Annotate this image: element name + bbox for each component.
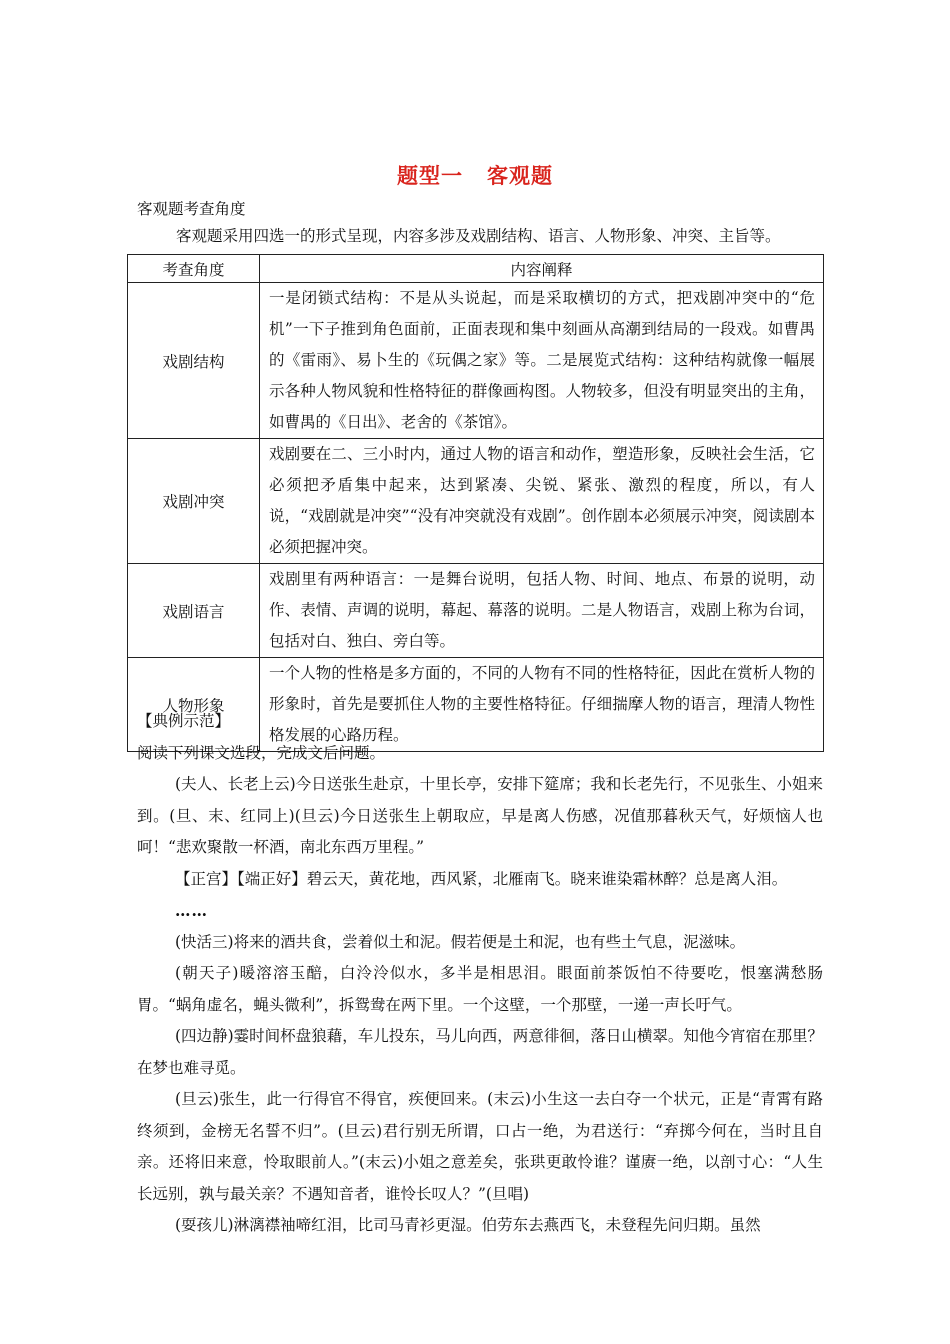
table-row — [128, 564, 824, 658]
passage-paragraph: 【正宫】【端正好】碧云天，黄花地，西风紧，北雁南飞。晓来谁染霜林醉？总是离人泪。 — [175, 869, 788, 888]
example-section — [137, 706, 823, 1242]
table-cell-content: 戏剧里有两种语言：一是舞台说明，包括人物、时间、地点、布景的说明，动作、表情、声调的说明，幕起、幕落的说明。二是人物语言，戏剧上称为台词，包括对白、独白、旁白等。 — [260, 564, 824, 658]
table-cell-content: 戏剧要在二、三小时内，通过人物的语言和动作，塑造形象，反映社会生活，它必须把矛盾集中起来，达到紧凑、尖锐、紧张、激烈的程度，所以，有人说，“戏剧就是冲突”“没有冲突就没有戏剧”。创作剧本必须展示冲突，阅读剧本必须把握冲突。 — [260, 439, 824, 564]
passage-paragraph: (耍孩儿)淋漓襟袖啼红泪，比司马青衫更湿。伯劳东去燕西飞，未登程先问归期。虽然 — [175, 1216, 761, 1234]
example-heading: 【典例示范】 — [137, 712, 231, 730]
table-row — [128, 439, 824, 564]
table-cell-content: 一个人物的性格是多方面的，不同的人物有不同的性格特征，因此在赏析人物的形象时，首先是要抓住人物的主要性格特征。仔细揣摩人物的语言，理清人物性格发展的心路历程。 — [260, 658, 824, 752]
page-title — [0, 160, 950, 190]
table-header-row — [128, 255, 824, 283]
title-part-1: 题型一 — [397, 164, 463, 188]
table-header-cell: 内容阐释 — [260, 255, 824, 283]
table-cell-category: 戏剧语言 — [128, 564, 260, 658]
section-heading: 客观题考查角度 — [137, 200, 246, 218]
passage-ellipsis: …… — [175, 901, 208, 920]
passage-paragraph: (夫人、长老上云)今日送张生赴京，十里长亭，安排下筵席；我和长老先行，不见张生、小姐来到。(旦、末、红同上)(旦云)今日送张生上朝取应，早是离人伤感，况值那暮秋天气，好烦恼人也呵！“悲欢聚散一杯酒，南北东西万里程。” — [137, 775, 823, 856]
title-part-2: 客观题 — [487, 164, 553, 188]
table-cell-category: 人物形象 — [128, 658, 260, 752]
passage-paragraph: (四边静)霎时间杯盘狼藉，车儿投东，马儿向西，两意徘徊，落日山横翠。知他今宵宿在那里？在梦也难寻觅。 — [137, 1027, 823, 1077]
passage-paragraph: (快活三)将来的酒共食，尝着似土和泥。假若便是土和泥，也有些土气息，泥滋味。 — [175, 932, 746, 951]
table-cell-category: 戏剧结构 — [128, 283, 260, 439]
table-row — [128, 283, 824, 439]
intro-paragraph: 客观题采用四选一的形式呈现，内容多涉及戏剧结构、语言、人物形象、冲突、主旨等。 — [176, 227, 781, 245]
table-header-cell: 考查角度 — [128, 255, 260, 283]
example-instruction: 阅读下列课文选段，完成文后问题。 — [137, 743, 386, 762]
table-cell-content: 一是闭锁式结构：不是从头说起，而是采取横切的方式，把戏剧冲突中的“危机”一下子推到角色面前，正面表现和集中刻画从高潮到结局的一段戏。如曹禺的《雷雨》、易卜生的《玩偶之家》等。二是展览式结构：这种结构就像一幅展示各种人物风貌和性格特征的群像画构图。人物较多，但没有明显突出的主角，如曹禺的《日出》、老舍的《茶馆》。 — [260, 283, 824, 439]
passage-paragraph: (朝天子)暖溶溶玉醅，白泠泠似水，多半是相思泪。眼面前茶饭怕不待要吃，恨塞满愁肠胃。“蜗角虚名，蝇头微利”，拆鸳鸯在两下里。一个这壁，一个那壁，一递一声长吁气。 — [137, 964, 823, 1014]
passage-paragraph: (旦云)张生，此一行得官不得官，疾便回来。(末云)小生这一去白夺一个状元，正是“青霄有路终须到，金榜无名誓不归”。(旦云)君行别无所谓，口占一绝，为君送行：“弃掷今何在，当时且自亲。还将旧来意，怜取眼前人。”(末云)小姐之意差矣，张珙更敢怜谁？谨赓一绝，以剖寸心：“人生长远别，孰与最关亲？不遇知音者，谁怜长叹人？”(旦唱) — [137, 1090, 823, 1203]
table-cell-category: 戏剧冲突 — [128, 439, 260, 564]
exam-angles-table — [127, 254, 824, 752]
